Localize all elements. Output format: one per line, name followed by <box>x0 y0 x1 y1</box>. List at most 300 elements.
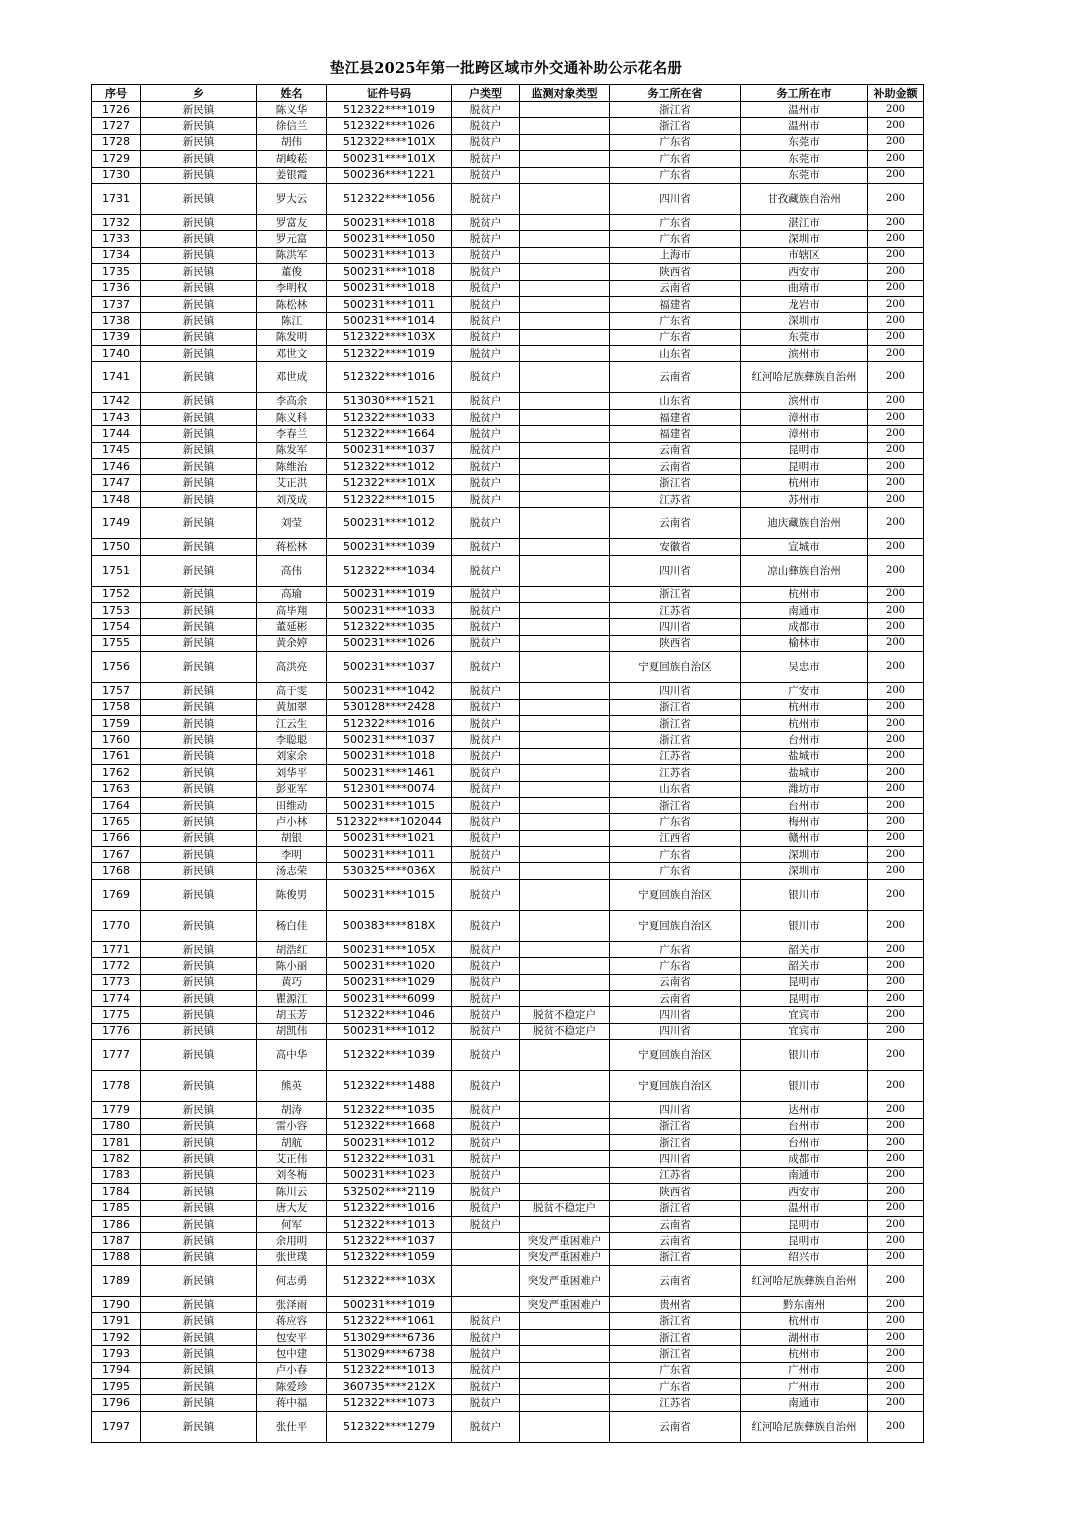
monitor-type-cell <box>520 830 610 846</box>
work-province-cell: 广东省 <box>610 231 741 247</box>
index-cell: 1764 <box>92 797 141 813</box>
id-number-cell: 500231****1020 <box>327 958 452 974</box>
household-type-cell: 脱贫户 <box>452 409 520 425</box>
table-row <box>92 508 924 539</box>
household-type-cell: 脱贫户 <box>452 296 520 312</box>
township-cell: 新民镇 <box>141 958 257 974</box>
table-row <box>92 652 924 683</box>
name-cell: 陈义科 <box>257 409 327 425</box>
household-type-cell: 脱贫户 <box>452 748 520 764</box>
roster-table <box>91 84 924 1443</box>
household-type-cell: 脱贫户 <box>452 619 520 635</box>
index-cell: 1752 <box>92 586 141 602</box>
index-cell: 1744 <box>92 426 141 442</box>
subsidy-amount-cell: 200 <box>868 134 924 150</box>
township-cell: 新民镇 <box>141 183 257 214</box>
township-cell: 新民镇 <box>141 409 257 425</box>
table-row <box>92 958 924 974</box>
subsidy-amount-cell: 200 <box>868 183 924 214</box>
subsidy-amount-cell: 200 <box>868 151 924 167</box>
monitor-type-cell <box>520 958 610 974</box>
township-cell: 新民镇 <box>141 586 257 602</box>
work-city-cell: 台州市 <box>741 797 868 813</box>
household-type-cell: 脱贫户 <box>452 1151 520 1167</box>
table-row <box>92 814 924 830</box>
table-row <box>92 732 924 748</box>
name-cell: 董俊 <box>257 264 327 280</box>
work-city-cell: 红河哈尼族彝族自治州 <box>741 1411 868 1442</box>
township-cell: 新民镇 <box>141 1184 257 1200</box>
table-row <box>92 393 924 409</box>
name-cell: 陈洪军 <box>257 247 327 263</box>
table-row <box>92 555 924 586</box>
name-cell: 高洪亮 <box>257 652 327 683</box>
index-cell: 1796 <box>92 1395 141 1411</box>
township-cell: 新民镇 <box>141 991 257 1007</box>
id-number-cell: 512322****1668 <box>327 1118 452 1134</box>
name-cell: 高瑜 <box>257 586 327 602</box>
work-province-cell: 浙江省 <box>610 1118 741 1134</box>
work-city-cell: 宣城市 <box>741 539 868 555</box>
household-type-cell: 脱贫户 <box>452 1329 520 1345</box>
household-type-cell: 脱贫户 <box>452 635 520 651</box>
subsidy-amount-cell: 200 <box>868 1134 924 1150</box>
id-number-cell: 512322****1039 <box>327 1040 452 1071</box>
index-cell: 1750 <box>92 539 141 555</box>
work-province-cell: 云南省 <box>610 1266 741 1297</box>
monitor-type-cell <box>520 264 610 280</box>
table-row <box>92 313 924 329</box>
column-header-index: 序号 <box>92 85 141 102</box>
township-cell: 新民镇 <box>141 652 257 683</box>
work-city-cell: 南通市 <box>741 1167 868 1183</box>
subsidy-amount-cell: 200 <box>868 941 924 957</box>
township-cell: 新民镇 <box>141 508 257 539</box>
monitor-type-cell <box>520 409 610 425</box>
name-cell: 李高余 <box>257 393 327 409</box>
household-type-cell: 脱贫户 <box>452 329 520 345</box>
monitor-type-cell: 突发严重困难户 <box>520 1233 610 1249</box>
work-city-cell: 广州市 <box>741 1362 868 1378</box>
work-province-cell: 广东省 <box>610 1362 741 1378</box>
index-cell: 1730 <box>92 167 141 183</box>
name-cell: 高于雯 <box>257 683 327 699</box>
table-row <box>92 1313 924 1329</box>
township-cell: 新民镇 <box>141 362 257 393</box>
table-row <box>92 247 924 263</box>
township-cell: 新民镇 <box>141 393 257 409</box>
township-cell: 新民镇 <box>141 1297 257 1313</box>
work-province-cell: 江西省 <box>610 830 741 846</box>
name-cell: 刘莹 <box>257 508 327 539</box>
monitor-type-cell <box>520 586 610 602</box>
township-cell: 新民镇 <box>141 555 257 586</box>
name-cell: 蒋松林 <box>257 539 327 555</box>
monitor-type-cell <box>520 346 610 362</box>
household-type-cell <box>452 1266 520 1297</box>
index-cell: 1771 <box>92 941 141 957</box>
subsidy-amount-cell: 200 <box>868 781 924 797</box>
monitor-type-cell <box>520 313 610 329</box>
work-province-cell: 云南省 <box>610 991 741 1007</box>
index-cell: 1761 <box>92 748 141 764</box>
work-province-cell: 宁夏回族自治区 <box>610 879 741 910</box>
table-row <box>92 280 924 296</box>
household-type-cell: 脱贫户 <box>452 652 520 683</box>
table-row <box>92 863 924 879</box>
township-cell: 新民镇 <box>141 699 257 715</box>
household-type-cell: 脱贫户 <box>452 699 520 715</box>
table-row <box>92 879 924 910</box>
id-number-cell: 512322****1059 <box>327 1249 452 1265</box>
work-city-cell: 昆明市 <box>741 442 868 458</box>
monitor-type-cell <box>520 699 610 715</box>
subsidy-amount-cell: 200 <box>868 797 924 813</box>
index-cell: 1787 <box>92 1233 141 1249</box>
household-type-cell: 脱贫户 <box>452 715 520 731</box>
name-cell: 唐大友 <box>257 1200 327 1216</box>
index-cell: 1776 <box>92 1023 141 1039</box>
township-cell: 新民镇 <box>141 797 257 813</box>
table-row <box>92 1297 924 1313</box>
township-cell: 新民镇 <box>141 863 257 879</box>
name-cell: 陈义华 <box>257 102 327 118</box>
monitor-type-cell <box>520 910 610 941</box>
subsidy-amount-cell: 200 <box>868 508 924 539</box>
id-number-cell: 530325****036X <box>327 863 452 879</box>
name-cell: 罗大云 <box>257 183 327 214</box>
column-header-work-province: 务工所在省 <box>610 85 741 102</box>
table-row <box>92 151 924 167</box>
name-cell: 熊英 <box>257 1071 327 1102</box>
household-type-cell: 脱贫户 <box>452 313 520 329</box>
monitor-type-cell <box>520 1329 610 1345</box>
township-cell: 新民镇 <box>141 1151 257 1167</box>
work-city-cell: 榆林市 <box>741 635 868 651</box>
subsidy-amount-cell: 200 <box>868 1266 924 1297</box>
index-cell: 1789 <box>92 1266 141 1297</box>
household-type-cell <box>452 1233 520 1249</box>
name-cell: 蒋应容 <box>257 1313 327 1329</box>
id-number-cell: 512322****103X <box>327 329 452 345</box>
id-number-cell: 500383****818X <box>327 910 452 941</box>
id-number-cell: 512322****1012 <box>327 459 452 475</box>
work-province-cell: 广东省 <box>610 167 741 183</box>
subsidy-amount-cell: 200 <box>868 1007 924 1023</box>
index-cell: 1788 <box>92 1249 141 1265</box>
subsidy-amount-cell: 200 <box>868 442 924 458</box>
household-type-cell: 脱贫户 <box>452 1346 520 1362</box>
work-city-cell: 台州市 <box>741 1134 868 1150</box>
index-cell: 1757 <box>92 683 141 699</box>
table-row <box>92 409 924 425</box>
work-province-cell: 浙江省 <box>610 1200 741 1216</box>
work-city-cell: 昆明市 <box>741 1216 868 1232</box>
monitor-type-cell <box>520 991 610 1007</box>
work-city-cell: 银川市 <box>741 910 868 941</box>
subsidy-amount-cell: 200 <box>868 231 924 247</box>
id-number-cell: 500231****1018 <box>327 264 452 280</box>
work-city-cell: 东莞市 <box>741 329 868 345</box>
name-cell: 陈爱珍 <box>257 1379 327 1395</box>
subsidy-amount-cell: 200 <box>868 393 924 409</box>
township-cell: 新民镇 <box>141 442 257 458</box>
work-province-cell: 四川省 <box>610 555 741 586</box>
subsidy-amount-cell: 200 <box>868 1379 924 1395</box>
subsidy-amount-cell: 200 <box>868 1200 924 1216</box>
work-province-cell: 江苏省 <box>610 765 741 781</box>
id-number-cell: 512322****1016 <box>327 362 452 393</box>
township-cell: 新民镇 <box>141 1249 257 1265</box>
index-cell: 1756 <box>92 652 141 683</box>
id-number-cell: 500231****1039 <box>327 539 452 555</box>
monitor-type-cell <box>520 619 610 635</box>
subsidy-amount-cell: 200 <box>868 1233 924 1249</box>
work-province-cell: 山东省 <box>610 781 741 797</box>
name-cell: 董延彬 <box>257 619 327 635</box>
work-city-cell: 成都市 <box>741 1151 868 1167</box>
township-cell: 新民镇 <box>141 102 257 118</box>
work-province-cell: 宁夏回族自治区 <box>610 1040 741 1071</box>
work-province-cell: 浙江省 <box>610 1346 741 1362</box>
index-cell: 1732 <box>92 214 141 230</box>
name-cell: 雷小容 <box>257 1118 327 1134</box>
township-cell: 新民镇 <box>141 475 257 491</box>
column-header-id-number: 证件号码 <box>327 85 452 102</box>
table-row <box>92 491 924 507</box>
id-number-cell: 512322****101X <box>327 475 452 491</box>
work-city-cell: 西安市 <box>741 264 868 280</box>
monitor-type-cell <box>520 863 610 879</box>
id-number-cell: 500231****1018 <box>327 748 452 764</box>
monitor-type-cell <box>520 1134 610 1150</box>
name-cell: 姜银霞 <box>257 167 327 183</box>
id-number-cell: 512322****1046 <box>327 1007 452 1023</box>
index-cell: 1770 <box>92 910 141 941</box>
monitor-type-cell <box>520 426 610 442</box>
subsidy-amount-cell: 200 <box>868 748 924 764</box>
id-number-cell: 500231****1012 <box>327 508 452 539</box>
work-province-cell: 浙江省 <box>610 1134 741 1150</box>
township-cell: 新民镇 <box>141 830 257 846</box>
name-cell: 黄余婷 <box>257 635 327 651</box>
subsidy-amount-cell: 200 <box>868 1118 924 1134</box>
monitor-type-cell <box>520 683 610 699</box>
name-cell: 张世璞 <box>257 1249 327 1265</box>
household-type-cell: 脱贫户 <box>452 247 520 263</box>
work-province-cell: 贵州省 <box>610 1297 741 1313</box>
column-header-household-type: 户类型 <box>452 85 520 102</box>
work-province-cell: 广东省 <box>610 847 741 863</box>
subsidy-amount-cell: 200 <box>868 264 924 280</box>
work-province-cell: 广东省 <box>610 134 741 150</box>
monitor-type-cell <box>520 118 610 134</box>
monitor-type-cell <box>520 797 610 813</box>
work-city-cell: 广州市 <box>741 1379 868 1395</box>
id-number-cell: 512322****1013 <box>327 1216 452 1232</box>
name-cell: 瞿源江 <box>257 991 327 1007</box>
table-row <box>92 1379 924 1395</box>
work-province-cell: 上海市 <box>610 247 741 263</box>
township-cell: 新民镇 <box>141 1007 257 1023</box>
work-city-cell: 温州市 <box>741 102 868 118</box>
id-number-cell: 512322****1016 <box>327 715 452 731</box>
name-cell: 李明权 <box>257 280 327 296</box>
work-city-cell: 深圳市 <box>741 863 868 879</box>
township-cell: 新民镇 <box>141 296 257 312</box>
table-row <box>92 699 924 715</box>
index-cell: 1783 <box>92 1167 141 1183</box>
name-cell: 邓世成 <box>257 362 327 393</box>
index-cell: 1743 <box>92 409 141 425</box>
work-city-cell: 迪庆藏族自治州 <box>741 508 868 539</box>
township-cell: 新民镇 <box>141 974 257 990</box>
table-row <box>92 1167 924 1183</box>
household-type-cell: 脱贫户 <box>452 1167 520 1183</box>
index-cell: 1758 <box>92 699 141 715</box>
work-city-cell: 东莞市 <box>741 134 868 150</box>
monitor-type-cell <box>520 847 610 863</box>
household-type-cell: 脱贫户 <box>452 941 520 957</box>
monitor-type-cell <box>520 1184 610 1200</box>
work-city-cell: 盐城市 <box>741 748 868 764</box>
township-cell: 新民镇 <box>141 1023 257 1039</box>
work-city-cell: 苏州市 <box>741 491 868 507</box>
name-cell: 陈发明 <box>257 329 327 345</box>
monitor-type-cell <box>520 941 610 957</box>
column-header-township: 乡 <box>141 85 257 102</box>
township-cell: 新民镇 <box>141 683 257 699</box>
monitor-type-cell <box>520 1118 610 1134</box>
id-number-cell: 500231****1015 <box>327 797 452 813</box>
township-cell: 新民镇 <box>141 1200 257 1216</box>
township-cell: 新民镇 <box>141 1313 257 1329</box>
subsidy-amount-cell: 200 <box>868 475 924 491</box>
work-city-cell: 湖州市 <box>741 1329 868 1345</box>
index-cell: 1790 <box>92 1297 141 1313</box>
subsidy-amount-cell: 200 <box>868 1395 924 1411</box>
id-number-cell: 500231****1014 <box>327 313 452 329</box>
table-row <box>92 1184 924 1200</box>
monitor-type-cell <box>520 602 610 618</box>
work-city-cell: 昆明市 <box>741 1233 868 1249</box>
subsidy-amount-cell: 200 <box>868 683 924 699</box>
work-province-cell: 四川省 <box>610 619 741 635</box>
id-number-cell: 360735****212X <box>327 1379 452 1395</box>
index-cell: 1777 <box>92 1040 141 1071</box>
subsidy-amount-cell: 200 <box>868 459 924 475</box>
subsidy-amount-cell: 200 <box>868 619 924 635</box>
household-type-cell: 脱贫户 <box>452 183 520 214</box>
table-row <box>92 991 924 1007</box>
work-city-cell: 宜宾市 <box>741 1023 868 1039</box>
household-type-cell: 脱贫户 <box>452 1102 520 1118</box>
id-number-cell: 500231****1019 <box>327 586 452 602</box>
index-cell: 1797 <box>92 1411 141 1442</box>
township-cell: 新民镇 <box>141 781 257 797</box>
work-province-cell: 陕西省 <box>610 1184 741 1200</box>
household-type-cell: 脱贫户 <box>452 879 520 910</box>
township-cell: 新民镇 <box>141 1233 257 1249</box>
work-province-cell: 浙江省 <box>610 715 741 731</box>
subsidy-amount-cell: 200 <box>868 635 924 651</box>
household-type-cell: 脱贫户 <box>452 602 520 618</box>
table-row <box>92 346 924 362</box>
subsidy-amount-cell: 200 <box>868 167 924 183</box>
household-type-cell: 脱贫户 <box>452 974 520 990</box>
page-title: 垫江县2025年第一批跨区域市外交通补助公示花名册 <box>329 60 683 77</box>
township-cell: 新民镇 <box>141 1379 257 1395</box>
table-row <box>92 167 924 183</box>
table-row <box>92 635 924 651</box>
subsidy-amount-cell: 200 <box>868 102 924 118</box>
table-row <box>92 683 924 699</box>
index-cell: 1763 <box>92 781 141 797</box>
index-cell: 1727 <box>92 118 141 134</box>
work-city-cell: 龙岩市 <box>741 296 868 312</box>
name-cell: 李春兰 <box>257 426 327 442</box>
id-number-cell: 500231****1026 <box>327 635 452 651</box>
name-cell: 黄巧 <box>257 974 327 990</box>
subsidy-amount-cell: 200 <box>868 910 924 941</box>
township-cell: 新民镇 <box>141 247 257 263</box>
work-city-cell: 昆明市 <box>741 991 868 1007</box>
name-cell: 张仕平 <box>257 1411 327 1442</box>
id-number-cell: 512322****102044 <box>327 814 452 830</box>
index-cell: 1748 <box>92 491 141 507</box>
name-cell: 李聪聪 <box>257 732 327 748</box>
township-cell: 新民镇 <box>141 214 257 230</box>
work-province-cell: 江苏省 <box>610 1167 741 1183</box>
monitor-type-cell <box>520 879 610 910</box>
name-cell: 黄加翠 <box>257 699 327 715</box>
work-province-cell: 广东省 <box>610 313 741 329</box>
name-cell: 胡银 <box>257 830 327 846</box>
household-type-cell: 脱贫户 <box>452 797 520 813</box>
index-cell: 1782 <box>92 1151 141 1167</box>
township-cell: 新民镇 <box>141 941 257 957</box>
table-row <box>92 941 924 957</box>
id-number-cell: 500231****1029 <box>327 974 452 990</box>
work-province-cell: 浙江省 <box>610 732 741 748</box>
household-type-cell: 脱贫户 <box>452 958 520 974</box>
table-row <box>92 1362 924 1378</box>
subsidy-amount-cell: 200 <box>868 1102 924 1118</box>
work-province-cell: 广东省 <box>610 814 741 830</box>
work-province-cell: 山东省 <box>610 393 741 409</box>
household-type-cell: 脱贫户 <box>452 118 520 134</box>
work-province-cell: 云南省 <box>610 1233 741 1249</box>
index-cell: 1773 <box>92 974 141 990</box>
monitor-type-cell <box>520 1411 610 1442</box>
table-row <box>92 1395 924 1411</box>
household-type-cell: 脱贫户 <box>452 280 520 296</box>
table-row <box>92 715 924 731</box>
township-cell: 新民镇 <box>141 329 257 345</box>
work-province-cell: 浙江省 <box>610 1313 741 1329</box>
name-cell: 徐信兰 <box>257 118 327 134</box>
subsidy-amount-cell: 200 <box>868 1071 924 1102</box>
name-cell: 卢小林 <box>257 814 327 830</box>
table-row <box>92 118 924 134</box>
index-cell: 1772 <box>92 958 141 974</box>
id-number-cell: 512322****1664 <box>327 426 452 442</box>
monitor-type-cell <box>520 814 610 830</box>
id-number-cell: 500231****1037 <box>327 652 452 683</box>
household-type-cell: 脱贫户 <box>452 475 520 491</box>
work-province-cell: 广东省 <box>610 1379 741 1395</box>
subsidy-amount-cell: 200 <box>868 1184 924 1200</box>
